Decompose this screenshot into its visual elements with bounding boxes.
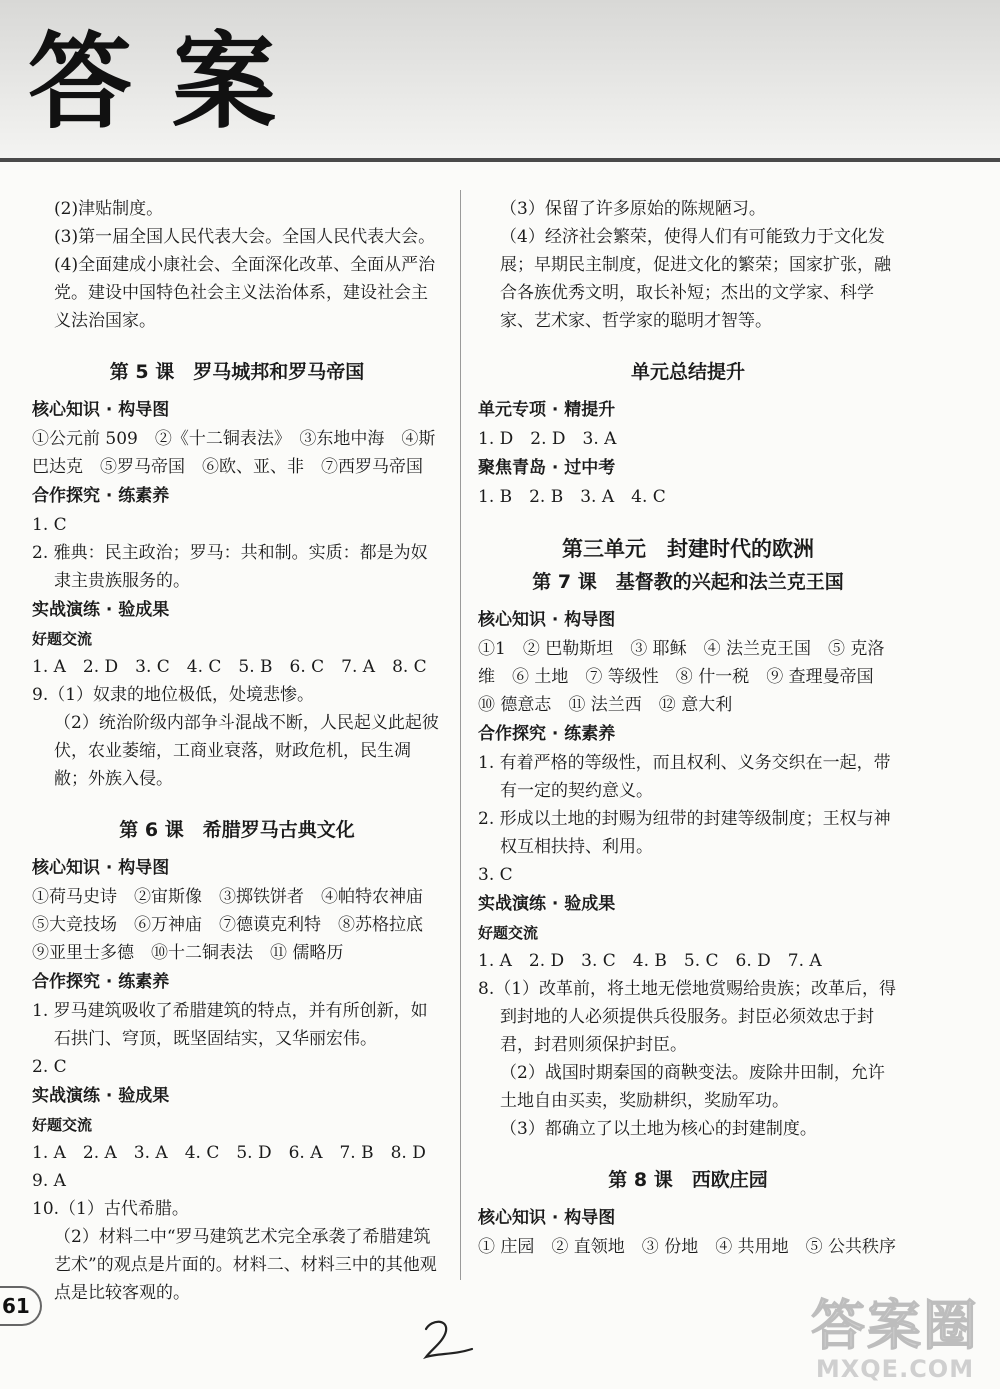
lesson-8-title: 第 8 课 西欧庄园 bbox=[608, 1169, 768, 1191]
answer-line: ① 庄园 ② 直领地 ③ 份地 ④ 共用地 ⑤ 公共秩序 bbox=[478, 1237, 897, 1257]
section-heading: 实战演练 · 验成果 bbox=[32, 1086, 170, 1106]
answer-line: 9.（1）奴隶的地位极低，处境悲惨。 bbox=[32, 685, 315, 705]
subsection-heading: 好题交流 bbox=[32, 630, 93, 648]
section-heading: 实战演练 · 验成果 bbox=[32, 600, 170, 620]
page-number-text: 61 bbox=[2, 1294, 30, 1318]
answer-line: 3. C bbox=[478, 865, 513, 885]
section-heading: 合作探究 · 练素养 bbox=[32, 972, 170, 992]
left-column bbox=[32, 195, 442, 1307]
handwritten-mark bbox=[418, 1315, 478, 1365]
section-heading: 核心知识 · 构导图 bbox=[32, 858, 170, 878]
column-divider bbox=[460, 190, 461, 1280]
answer-line: 1. A 2. A 3. A 4. C 5. D 6. A 7. B 8. D 9. A bbox=[32, 1143, 443, 1191]
answer-line: 8.（1）改革前，将土地无偿地赏赐给贵族；改革后，得到封地的人必须提供兵役服务。封臣必须效忠于封君，封君则须保护封臣。 bbox=[478, 979, 897, 1055]
watermark-url: MXQE.COM bbox=[815, 1355, 975, 1383]
section-heading: 合作探究 · 练素养 bbox=[478, 724, 616, 744]
subsection-heading: 好题交流 bbox=[32, 1116, 93, 1134]
page-title: 答案 bbox=[28, 21, 317, 143]
answer-line: （4）经济社会繁荣，使得人们有可能致力于文化发展；早期民主制度，促进文化的繁荣；国家扩张，融合各族优秀文明，取长补短；杰出的文学家、科学家、艺术家、哲学家的聪明才智等。 bbox=[500, 227, 891, 331]
answer-line: 1. A 2. D 3. C 4. B 5. C 6. D 7. A bbox=[478, 951, 822, 971]
page-number bbox=[0, 1292, 46, 1322]
section-heading: 实战演练 · 验成果 bbox=[478, 894, 616, 914]
unit-summary-title: 单元总结提升 bbox=[630, 361, 745, 383]
lesson-6-title: 第 6 课 希腊罗马古典文化 bbox=[119, 819, 355, 841]
lesson-7-title: 第 7 课 基督教的兴起和法兰克王国 bbox=[532, 571, 844, 593]
header-rule bbox=[0, 158, 1000, 162]
answer-line: (4)全面建成小康社会、全面深化改革、全面从严治党。建设中国特色社会主义法治体系，建设社会主义法治国家。 bbox=[54, 255, 436, 331]
answer-line: 10.（1）古代希腊。 bbox=[32, 1199, 189, 1219]
answer-line: （2）统治阶级内部争斗混战不断，人民起义此起彼伏，农业萎缩，工商业衰落，财政危机，民生凋敝；外族入侵。 bbox=[54, 713, 439, 789]
answer-line: ⑨亚里士多德 ⑩十二铜表法 ⑪ 儒略历 bbox=[32, 943, 344, 963]
answer-line: 2. 形成以土地的封赐为纽带的封建等级制度；王权与神权互相扶持、利用。 bbox=[478, 809, 891, 857]
answer-line: （3）保留了许多原始的陈规陋习。 bbox=[500, 199, 766, 219]
answer-line: 1. 罗马建筑吸收了希腊建筑的特点，并有所创新，如石拱门、穹顶，既坚固结实，又华丽宏伟。 bbox=[32, 1001, 428, 1049]
answer-line: 1. C bbox=[32, 515, 67, 535]
answer-line: ①公元前 509 ②《十二铜表法》 ③东地中海 ④斯巴达克 ⑤罗马帝国 ⑥欧、亚、非 ⑦西罗马帝国 bbox=[32, 429, 436, 477]
watermark bbox=[800, 1296, 990, 1382]
answer-line: （3）都确立了以土地为核心的封建制度。 bbox=[500, 1119, 817, 1139]
watermark-logo-text: 答案圈 bbox=[811, 1294, 979, 1357]
answer-line: 1. B 2. B 3. A 4. C bbox=[478, 487, 666, 507]
section-heading: 聚焦青岛 · 过中考 bbox=[478, 458, 616, 478]
answer-line: 1. 有着严格的等级性，而且权利、义务交织在一起，带有一定的契约意义。 bbox=[478, 753, 891, 801]
unit-3-title: 第三单元 封建时代的欧洲 bbox=[562, 537, 814, 561]
lesson-5-title: 第 5 课 罗马城邦和罗马帝国 bbox=[109, 361, 365, 383]
answer-line: ①荷马史诗 ②宙斯像 ③掷铁饼者 ④帕特农神庙 bbox=[32, 887, 423, 907]
subsection-heading: 好题交流 bbox=[478, 924, 539, 942]
section-heading: 核心知识 · 构导图 bbox=[478, 610, 616, 630]
section-heading: 合作探究 · 练素养 bbox=[32, 486, 170, 506]
right-column bbox=[478, 195, 898, 1261]
answer-line: 1. D 2. D 3. A bbox=[478, 429, 617, 449]
section-heading: 单元专项 · 精提升 bbox=[478, 400, 616, 420]
answer-line: 2. 雅典：民主政治；罗马：共和制。实质：都是为奴隶主贵族服务的。 bbox=[32, 543, 428, 591]
answer-line: 1. A 2. D 3. C 4. C 5. B 6. C 7. A 8. C bbox=[32, 657, 427, 677]
section-heading: 核心知识 · 构导图 bbox=[478, 1208, 616, 1228]
answer-line: （2）战国时期秦国的商鞅变法。废除井田制，允许土地自由买卖，奖励耕织，奖励军功。 bbox=[500, 1063, 885, 1111]
page-header bbox=[0, 0, 1000, 160]
answer-line: ⑤大竞技场 ⑥万神庙 ⑦德谟克利特 ⑧苏格拉底 bbox=[32, 915, 423, 935]
answer-line: ①1 ② 巴勒斯坦 ③ 耶稣 ④ 法兰克王国 ⑤ 克洛维 ⑥ 土地 ⑦ 等级性 ⑧ 什一税 ⑨ 查理曼帝国 ⑩ 德意志 ⑪ 法兰西 ⑫ 意大利 bbox=[478, 639, 891, 715]
section-heading: 核心知识 · 构导图 bbox=[32, 400, 170, 420]
answer-line: 2. C bbox=[32, 1057, 67, 1077]
answer-line: (2)津贴制度。 bbox=[54, 199, 164, 219]
answer-line: （2）材料二中“罗马建筑艺术完全承袭了希腊建筑艺术”的观点是片面的。材料二、材料三中的其他观点是比较客观的。 bbox=[54, 1227, 437, 1303]
answer-line: (3)第一届全国人民代表大会。全国人民代表大会。 bbox=[54, 227, 436, 247]
